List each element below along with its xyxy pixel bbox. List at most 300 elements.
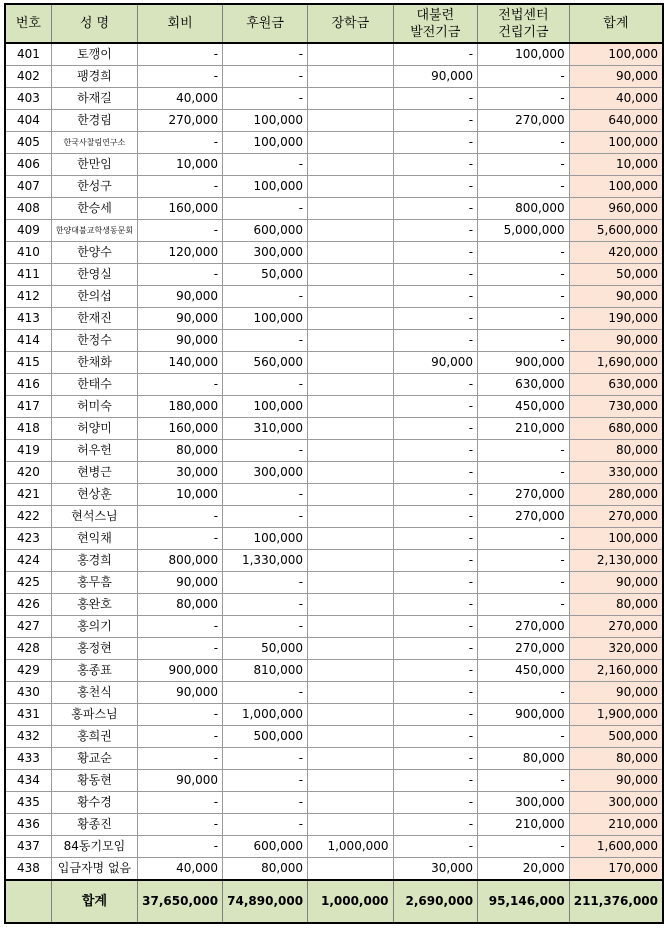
cell-no[interactable]: 404 — [5, 110, 51, 132]
cell-name[interactable]: 팽경희 — [51, 66, 137, 88]
cell-fund1[interactable]: 90,000 — [393, 66, 478, 88]
cell-name[interactable]: 한성구 — [51, 176, 137, 198]
cell-fund1[interactable]: - — [393, 484, 478, 506]
cell-donation[interactable]: 600,000 — [223, 220, 308, 242]
cell-name[interactable]: 84동기모임 — [51, 836, 137, 858]
cell-scholarship[interactable] — [308, 616, 393, 638]
cell-fund1[interactable]: - — [393, 308, 478, 330]
cell-fund1[interactable]: - — [393, 154, 478, 176]
cell-fund1[interactable]: - — [393, 748, 478, 770]
cell-scholarship[interactable] — [308, 132, 393, 154]
cell-scholarship[interactable] — [308, 528, 393, 550]
cell-donation[interactable]: - — [223, 616, 308, 638]
cell-fund1[interactable]: - — [393, 660, 478, 682]
cell-dues[interactable]: - — [138, 220, 223, 242]
cell-scholarship[interactable] — [308, 154, 393, 176]
cell-fund1[interactable]: - — [393, 220, 478, 242]
cell-scholarship[interactable] — [308, 242, 393, 264]
cell-dues[interactable]: - — [138, 528, 223, 550]
cell-total[interactable]: 730,000 — [569, 396, 663, 418]
cell-fund1[interactable]: - — [393, 682, 478, 704]
cell-fund1[interactable]: - — [393, 374, 478, 396]
cell-fund2[interactable]: - — [478, 132, 570, 154]
cell-scholarship[interactable] — [308, 110, 393, 132]
cell-dues[interactable]: 90,000 — [138, 770, 223, 792]
cell-donation[interactable]: - — [223, 440, 308, 462]
cell-name[interactable]: 하재길 — [51, 88, 137, 110]
cell-fund2[interactable]: 210,000 — [478, 418, 570, 440]
cell-total[interactable]: 100,000 — [569, 132, 663, 154]
cell-dues[interactable]: 90,000 — [138, 308, 223, 330]
cell-scholarship[interactable] — [308, 572, 393, 594]
cell-donation[interactable]: - — [223, 572, 308, 594]
cell-dues[interactable]: 30,000 — [138, 462, 223, 484]
cell-no[interactable]: 410 — [5, 242, 51, 264]
cell-fund2[interactable]: - — [478, 528, 570, 550]
cell-fund1[interactable]: - — [393, 572, 478, 594]
cell-scholarship[interactable] — [308, 330, 393, 352]
cell-name[interactable]: 홍완호 — [51, 594, 137, 616]
cell-total[interactable]: 270,000 — [569, 506, 663, 528]
cell-name[interactable]: 한태수 — [51, 374, 137, 396]
cell-donation[interactable]: 100,000 — [223, 308, 308, 330]
cell-donation[interactable]: - — [223, 66, 308, 88]
cell-fund1[interactable]: - — [393, 704, 478, 726]
cell-fund2[interactable]: 800,000 — [478, 198, 570, 220]
cell-no[interactable]: 411 — [5, 264, 51, 286]
cell-scholarship[interactable] — [308, 264, 393, 286]
cell-donation[interactable]: - — [223, 330, 308, 352]
cell-total[interactable]: 50,000 — [569, 264, 663, 286]
cell-dues[interactable]: 120,000 — [138, 242, 223, 264]
cell-scholarship[interactable] — [308, 484, 393, 506]
cell-donation[interactable]: 100,000 — [223, 176, 308, 198]
cell-fund2[interactable]: 210,000 — [478, 814, 570, 836]
cell-total[interactable]: 280,000 — [569, 484, 663, 506]
cell-scholarship[interactable] — [308, 682, 393, 704]
cell-dues[interactable]: - — [138, 704, 223, 726]
cell-no[interactable]: 407 — [5, 176, 51, 198]
cell-no[interactable]: 402 — [5, 66, 51, 88]
cell-name[interactable]: 황교순 — [51, 748, 137, 770]
cell-no[interactable]: 428 — [5, 638, 51, 660]
cell-donation[interactable]: 100,000 — [223, 132, 308, 154]
cell-fund2[interactable]: 450,000 — [478, 660, 570, 682]
cell-dues[interactable]: 160,000 — [138, 198, 223, 220]
cell-name[interactable]: 입금자명 없음 — [51, 858, 137, 881]
cell-fund2[interactable]: 900,000 — [478, 352, 570, 374]
cell-fund1[interactable]: - — [393, 132, 478, 154]
cell-dues[interactable]: 90,000 — [138, 572, 223, 594]
cell-total[interactable]: 640,000 — [569, 110, 663, 132]
cell-dues[interactable]: 10,000 — [138, 154, 223, 176]
cell-donation[interactable]: - — [223, 374, 308, 396]
cell-fund2[interactable]: - — [478, 726, 570, 748]
cell-fund1[interactable]: - — [393, 770, 478, 792]
cell-dues[interactable]: - — [138, 43, 223, 66]
cell-total[interactable]: 630,000 — [569, 374, 663, 396]
cell-scholarship[interactable] — [308, 176, 393, 198]
cell-scholarship[interactable] — [308, 396, 393, 418]
cell-total[interactable]: 100,000 — [569, 43, 663, 66]
cell-fund2[interactable]: - — [478, 330, 570, 352]
cell-fund2[interactable]: 300,000 — [478, 792, 570, 814]
cell-no[interactable]: 429 — [5, 660, 51, 682]
cell-fund1[interactable]: - — [393, 43, 478, 66]
cell-name[interactable]: 현석스님 — [51, 506, 137, 528]
cell-scholarship[interactable] — [308, 220, 393, 242]
cell-fund2[interactable]: 450,000 — [478, 396, 570, 418]
cell-scholarship[interactable] — [308, 308, 393, 330]
cell-scholarship[interactable] — [308, 748, 393, 770]
header-fund1[interactable] — [393, 4, 478, 43]
cell-name[interactable]: 한국사찰림연구소 — [51, 132, 137, 154]
cell-fund1[interactable]: - — [393, 176, 478, 198]
cell-scholarship[interactable] — [308, 198, 393, 220]
cell-fund2[interactable]: - — [478, 154, 570, 176]
cell-fund2[interactable]: 270,000 — [478, 506, 570, 528]
cell-total[interactable]: 190,000 — [569, 308, 663, 330]
cell-total[interactable]: 1,600,000 — [569, 836, 663, 858]
cell-name[interactable]: 한영실 — [51, 264, 137, 286]
cell-name[interactable]: 한의섭 — [51, 286, 137, 308]
cell-donation[interactable]: - — [223, 286, 308, 308]
cell-fund1[interactable]: - — [393, 528, 478, 550]
cell-no[interactable]: 433 — [5, 748, 51, 770]
cell-total[interactable]: 420,000 — [569, 242, 663, 264]
cell-fund1[interactable]: - — [393, 836, 478, 858]
cell-no[interactable]: 436 — [5, 814, 51, 836]
cell-fund1[interactable]: - — [393, 616, 478, 638]
cell-dues[interactable]: 10,000 — [138, 484, 223, 506]
cell-no[interactable]: 405 — [5, 132, 51, 154]
cell-dues[interactable]: - — [138, 814, 223, 836]
cell-total[interactable]: 90,000 — [569, 330, 663, 352]
cell-no[interactable]: 422 — [5, 506, 51, 528]
cell-dues[interactable]: - — [138, 264, 223, 286]
cell-dues[interactable]: 40,000 — [138, 858, 223, 881]
cell-fund1[interactable]: - — [393, 440, 478, 462]
cell-scholarship[interactable] — [308, 66, 393, 88]
cell-scholarship[interactable] — [308, 440, 393, 462]
cell-scholarship[interactable] — [308, 550, 393, 572]
cell-total[interactable]: 960,000 — [569, 198, 663, 220]
cell-donation[interactable]: - — [223, 484, 308, 506]
footer-dues[interactable]: 37,650,000 — [138, 880, 223, 923]
cell-donation[interactable]: - — [223, 682, 308, 704]
cell-fund1[interactable]: - — [393, 550, 478, 572]
cell-name[interactable]: 홍의기 — [51, 616, 137, 638]
cell-donation[interactable]: 310,000 — [223, 418, 308, 440]
cell-scholarship[interactable] — [308, 88, 393, 110]
cell-fund2[interactable]: 900,000 — [478, 704, 570, 726]
cell-donation[interactable]: 50,000 — [223, 638, 308, 660]
cell-no[interactable]: 414 — [5, 330, 51, 352]
cell-scholarship[interactable] — [308, 352, 393, 374]
cell-no[interactable]: 423 — [5, 528, 51, 550]
cell-total[interactable]: 90,000 — [569, 286, 663, 308]
cell-scholarship[interactable] — [308, 462, 393, 484]
footer-fund2[interactable]: 95,146,000 — [478, 880, 570, 923]
cell-no[interactable]: 432 — [5, 726, 51, 748]
cell-total[interactable]: 210,000 — [569, 814, 663, 836]
cell-no[interactable]: 415 — [5, 352, 51, 374]
cell-scholarship[interactable] — [308, 704, 393, 726]
cell-no[interactable]: 416 — [5, 374, 51, 396]
cell-name[interactable]: 허미숙 — [51, 396, 137, 418]
cell-no[interactable]: 412 — [5, 286, 51, 308]
cell-donation[interactable]: - — [223, 198, 308, 220]
cell-name[interactable]: 황수경 — [51, 792, 137, 814]
cell-fund2[interactable]: - — [478, 836, 570, 858]
header-donation[interactable]: 후원금 — [223, 4, 308, 43]
cell-dues[interactable]: - — [138, 836, 223, 858]
cell-donation[interactable]: 80,000 — [223, 858, 308, 881]
cell-name[interactable]: 현익채 — [51, 528, 137, 550]
header-no[interactable]: 번호 — [5, 4, 51, 43]
cell-name[interactable]: 현상훈 — [51, 484, 137, 506]
cell-total[interactable]: 170,000 — [569, 858, 663, 881]
cell-fund2[interactable]: 100,000 — [478, 43, 570, 66]
cell-name[interactable]: 한재진 — [51, 308, 137, 330]
cell-no[interactable]: 431 — [5, 704, 51, 726]
header-scholarship[interactable]: 장학금 — [308, 4, 393, 43]
cell-scholarship[interactable] — [308, 814, 393, 836]
cell-donation[interactable]: 300,000 — [223, 242, 308, 264]
cell-donation[interactable]: - — [223, 43, 308, 66]
cell-dues[interactable]: 90,000 — [138, 682, 223, 704]
cell-dues[interactable]: 80,000 — [138, 440, 223, 462]
cell-donation[interactable]: - — [223, 814, 308, 836]
cell-dues[interactable]: 160,000 — [138, 418, 223, 440]
cell-donation[interactable]: 810,000 — [223, 660, 308, 682]
cell-donation[interactable]: 1,330,000 — [223, 550, 308, 572]
cell-dues[interactable]: - — [138, 374, 223, 396]
cell-name[interactable]: 황동현 — [51, 770, 137, 792]
cell-fund2[interactable]: 270,000 — [478, 110, 570, 132]
cell-name[interactable]: 홍경희 — [51, 550, 137, 572]
footer-total[interactable]: 211,376,000 — [569, 880, 663, 923]
cell-dues[interactable]: 140,000 — [138, 352, 223, 374]
cell-no[interactable]: 418 — [5, 418, 51, 440]
cell-no[interactable]: 401 — [5, 43, 51, 66]
cell-total[interactable]: 100,000 — [569, 528, 663, 550]
cell-total[interactable]: 90,000 — [569, 572, 663, 594]
cell-fund1[interactable]: - — [393, 462, 478, 484]
cell-fund1[interactable]: - — [393, 110, 478, 132]
cell-no[interactable]: 403 — [5, 88, 51, 110]
footer-donation[interactable]: 74,890,000 — [223, 880, 308, 923]
cell-scholarship[interactable] — [308, 286, 393, 308]
cell-fund1[interactable]: - — [393, 792, 478, 814]
cell-scholarship[interactable] — [308, 792, 393, 814]
cell-total[interactable]: 330,000 — [569, 462, 663, 484]
cell-name[interactable]: 황종진 — [51, 814, 137, 836]
cell-name[interactable]: 홍파스님 — [51, 704, 137, 726]
cell-fund1[interactable]: - — [393, 594, 478, 616]
cell-name[interactable]: 홍천식 — [51, 682, 137, 704]
footer-label[interactable]: 합계 — [51, 880, 137, 923]
cell-donation[interactable]: 100,000 — [223, 396, 308, 418]
cell-no[interactable]: 425 — [5, 572, 51, 594]
cell-scholarship[interactable] — [308, 374, 393, 396]
header-dues[interactable]: 회비 — [138, 4, 223, 43]
cell-fund2[interactable]: - — [478, 572, 570, 594]
cell-fund2[interactable]: 80,000 — [478, 748, 570, 770]
header-name[interactable]: 성 명 — [51, 4, 137, 43]
cell-dues[interactable]: 40,000 — [138, 88, 223, 110]
cell-scholarship[interactable] — [308, 506, 393, 528]
cell-total[interactable]: 5,600,000 — [569, 220, 663, 242]
cell-no[interactable]: 435 — [5, 792, 51, 814]
cell-name[interactable]: 한양대불교학생동문회 — [51, 220, 137, 242]
cell-scholarship[interactable] — [308, 43, 393, 66]
cell-fund2[interactable]: - — [478, 286, 570, 308]
cell-dues[interactable]: - — [138, 616, 223, 638]
cell-fund1[interactable]: - — [393, 396, 478, 418]
cell-name[interactable]: 홍종표 — [51, 660, 137, 682]
cell-total[interactable]: 80,000 — [569, 440, 663, 462]
cell-name[interactable]: 허우헌 — [51, 440, 137, 462]
cell-total[interactable]: 100,000 — [569, 176, 663, 198]
header-total[interactable]: 합계 — [569, 4, 663, 43]
cell-total[interactable]: 1,690,000 — [569, 352, 663, 374]
cell-fund2[interactable]: - — [478, 550, 570, 572]
cell-dues[interactable]: - — [138, 638, 223, 660]
cell-name[interactable]: 토깽이 — [51, 43, 137, 66]
cell-total[interactable]: 500,000 — [569, 726, 663, 748]
cell-scholarship[interactable] — [308, 594, 393, 616]
cell-name[interactable]: 한양수 — [51, 242, 137, 264]
cell-dues[interactable]: 90,000 — [138, 286, 223, 308]
cell-fund2[interactable]: 630,000 — [478, 374, 570, 396]
cell-name[interactable]: 홍희권 — [51, 726, 137, 748]
cell-donation[interactable]: 500,000 — [223, 726, 308, 748]
cell-name[interactable]: 현병근 — [51, 462, 137, 484]
cell-name[interactable]: 홍무흠 — [51, 572, 137, 594]
cell-total[interactable]: 90,000 — [569, 682, 663, 704]
cell-no[interactable]: 424 — [5, 550, 51, 572]
cell-donation[interactable]: 100,000 — [223, 528, 308, 550]
cell-total[interactable]: 2,160,000 — [569, 660, 663, 682]
cell-fund1[interactable]: - — [393, 264, 478, 286]
cell-dues[interactable]: - — [138, 748, 223, 770]
cell-fund2[interactable]: - — [478, 770, 570, 792]
header-fund2[interactable] — [478, 4, 570, 43]
cell-total[interactable]: 1,900,000 — [569, 704, 663, 726]
cell-scholarship[interactable] — [308, 638, 393, 660]
cell-fund1[interactable]: - — [393, 638, 478, 660]
cell-dues[interactable]: 270,000 — [138, 110, 223, 132]
cell-dues[interactable]: 180,000 — [138, 396, 223, 418]
cell-no[interactable]: 427 — [5, 616, 51, 638]
cell-donation[interactable]: - — [223, 770, 308, 792]
cell-dues[interactable]: - — [138, 506, 223, 528]
cell-name[interactable]: 한채화 — [51, 352, 137, 374]
cell-total[interactable]: 2,130,000 — [569, 550, 663, 572]
cell-fund2[interactable]: - — [478, 440, 570, 462]
cell-total[interactable]: 40,000 — [569, 88, 663, 110]
footer-scholarship[interactable]: 1,000,000 — [308, 880, 393, 923]
cell-donation[interactable]: 560,000 — [223, 352, 308, 374]
cell-no[interactable]: 421 — [5, 484, 51, 506]
cell-fund2[interactable]: - — [478, 462, 570, 484]
cell-no[interactable]: 408 — [5, 198, 51, 220]
cell-fund1[interactable]: - — [393, 418, 478, 440]
cell-fund1[interactable]: 30,000 — [393, 858, 478, 881]
cell-donation[interactable]: - — [223, 506, 308, 528]
cell-no[interactable]: 409 — [5, 220, 51, 242]
cell-dues[interactable]: - — [138, 132, 223, 154]
cell-fund1[interactable]: - — [393, 506, 478, 528]
cell-donation[interactable]: - — [223, 792, 308, 814]
cell-no[interactable]: 420 — [5, 462, 51, 484]
cell-dues[interactable]: - — [138, 66, 223, 88]
cell-no[interactable]: 437 — [5, 836, 51, 858]
cell-fund2[interactable]: 270,000 — [478, 616, 570, 638]
cell-fund1[interactable]: 90,000 — [393, 352, 478, 374]
cell-fund2[interactable]: 20,000 — [478, 858, 570, 881]
cell-total[interactable]: 10,000 — [569, 154, 663, 176]
cell-scholarship[interactable] — [308, 418, 393, 440]
cell-dues[interactable]: 800,000 — [138, 550, 223, 572]
cell-fund1[interactable]: - — [393, 88, 478, 110]
cell-donation[interactable]: 300,000 — [223, 462, 308, 484]
cell-name[interactable]: 허양미 — [51, 418, 137, 440]
cell-fund2[interactable]: 5,000,000 — [478, 220, 570, 242]
cell-name[interactable]: 한정수 — [51, 330, 137, 352]
cell-fund2[interactable]: - — [478, 242, 570, 264]
cell-donation[interactable]: - — [223, 88, 308, 110]
cell-name[interactable]: 한만임 — [51, 154, 137, 176]
cell-fund1[interactable]: - — [393, 198, 478, 220]
cell-no[interactable]: 413 — [5, 308, 51, 330]
cell-total[interactable]: 300,000 — [569, 792, 663, 814]
cell-total[interactable]: 270,000 — [569, 616, 663, 638]
cell-scholarship[interactable] — [308, 660, 393, 682]
cell-dues[interactable]: 90,000 — [138, 330, 223, 352]
cell-fund2[interactable]: - — [478, 264, 570, 286]
cell-total[interactable]: 80,000 — [569, 748, 663, 770]
cell-donation[interactable]: - — [223, 594, 308, 616]
cell-scholarship[interactable] — [308, 858, 393, 881]
cell-scholarship[interactable] — [308, 770, 393, 792]
cell-dues[interactable]: 900,000 — [138, 660, 223, 682]
cell-name[interactable]: 홍정현 — [51, 638, 137, 660]
cell-total[interactable]: 90,000 — [569, 66, 663, 88]
cell-fund1[interactable]: - — [393, 242, 478, 264]
cell-dues[interactable]: - — [138, 792, 223, 814]
cell-no[interactable]: 438 — [5, 858, 51, 881]
cell-name[interactable]: 한승세 — [51, 198, 137, 220]
cell-dues[interactable]: - — [138, 176, 223, 198]
cell-total[interactable]: 90,000 — [569, 770, 663, 792]
cell-no[interactable]: 434 — [5, 770, 51, 792]
cell-donation[interactable]: 50,000 — [223, 264, 308, 286]
cell-scholarship[interactable] — [308, 726, 393, 748]
cell-fund2[interactable]: - — [478, 88, 570, 110]
cell-dues[interactable]: - — [138, 726, 223, 748]
cell-dues[interactable]: 80,000 — [138, 594, 223, 616]
cell-scholarship[interactable]: 1,000,000 — [308, 836, 393, 858]
cell-total[interactable]: 680,000 — [569, 418, 663, 440]
footer-blank-cell[interactable] — [5, 880, 51, 923]
cell-donation[interactable]: - — [223, 154, 308, 176]
cell-donation[interactable]: 100,000 — [223, 110, 308, 132]
cell-fund2[interactable]: 270,000 — [478, 638, 570, 660]
cell-fund2[interactable]: - — [478, 308, 570, 330]
cell-donation[interactable]: 600,000 — [223, 836, 308, 858]
